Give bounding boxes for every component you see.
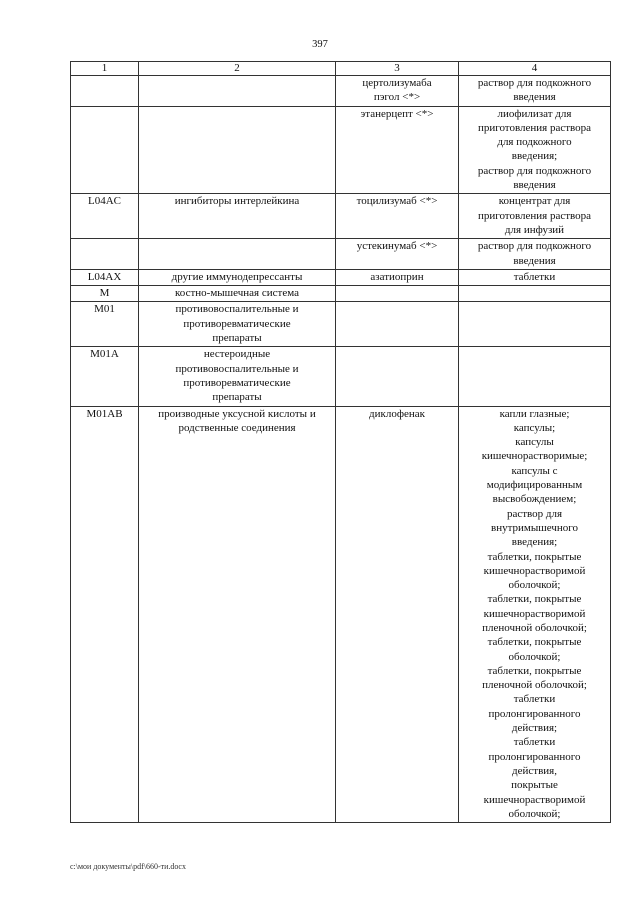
cell-text-line: модифицированным: [486, 479, 583, 492]
drug-name-cell: [336, 106, 459, 194]
cell-text-line: родственные соединения: [178, 421, 296, 434]
drug-table: [70, 61, 611, 823]
atc-code-cell: [71, 239, 139, 270]
atc-code-cell: [71, 286, 139, 302]
cell-text-line: капли глазные;: [499, 407, 570, 420]
group-name-cell: [139, 347, 336, 406]
dosage-forms-cell: [459, 347, 611, 406]
cell-text-line: пэгол <*>: [373, 91, 421, 104]
drug-name-cell: [336, 302, 459, 347]
cell-text-line: покрытые: [511, 779, 558, 792]
cell-text-line: введения;: [511, 150, 558, 163]
cell-text-line: таблетки, покрытые: [487, 593, 582, 606]
cell-text-line: кишечнорастворимые;: [481, 450, 588, 463]
cell-text-line: раствор для подкожного: [477, 77, 592, 89]
cell-text-line: азатиоприн: [370, 270, 424, 283]
cell-text-line: пролонгированного: [488, 707, 581, 720]
cell-text-line: L04AC: [88, 195, 121, 208]
cell-text-line: действия;: [511, 722, 558, 735]
cell-text-line: раствор для подкожного: [477, 164, 592, 177]
group-name-cell: [139, 106, 336, 194]
cell-text-line: противоревматические: [183, 376, 291, 389]
cell-text-line: устекинумаб <*>: [356, 240, 438, 253]
cell-text-line: таблетки, покрытые: [487, 636, 582, 649]
cell-text-line: пленочной оболочкой;: [482, 679, 587, 692]
column-header-4: 4: [459, 62, 611, 76]
cell-text-line: оболочкой;: [508, 650, 561, 663]
cell-text-line: M01AB: [86, 407, 123, 420]
cell-text-line: этанерцепт <*>: [360, 107, 434, 120]
cell-text-line: таблетки, покрытые: [487, 664, 582, 677]
cell-text-line: M01A: [90, 348, 119, 361]
atc-code-cell: [71, 76, 139, 107]
dosage-forms-cell: [459, 286, 611, 302]
cell-text-line: цертолизумаба: [362, 77, 432, 89]
table-row: [71, 347, 611, 406]
drug-name-cell: [336, 239, 459, 270]
cell-text-line: M: [99, 287, 110, 300]
cell-text-line: внутримышечного: [491, 521, 578, 534]
dosage-forms-cell: [459, 76, 611, 107]
cell-text-line: введения: [513, 91, 556, 104]
group-name-cell: [139, 406, 336, 823]
table-row: [71, 194, 611, 239]
column-header-1: 1: [71, 62, 139, 76]
cell-text-line: ингибиторы интерлейкина: [174, 195, 300, 208]
cell-text-line: капсулы;: [513, 421, 556, 434]
cell-text-line: капсулы: [515, 436, 554, 449]
cell-text-line: кишечнорастворимой: [483, 607, 586, 620]
atc-code-cell: [71, 194, 139, 239]
table-row: [71, 76, 611, 107]
cell-text-line: для инфузий: [504, 223, 565, 236]
cell-text-line: лиофилизат для: [497, 107, 572, 120]
table-header-row: [71, 62, 611, 76]
cell-text-line: таблетки: [513, 736, 556, 749]
table-row: [71, 269, 611, 285]
cell-text-line: капсулы с: [511, 464, 558, 477]
cell-text-line: производные уксусной кислоты и: [158, 407, 316, 420]
cell-text-line: введения: [513, 179, 556, 192]
cell-text-line: приготовления раствора: [477, 121, 592, 134]
atc-code-cell: [71, 269, 139, 285]
cell-text-line: противоревматические: [183, 317, 291, 330]
cell-text-line: нестероидные: [203, 348, 271, 361]
cell-text-line: противовоспалительные и: [175, 362, 299, 375]
cell-text-line: раствор для: [506, 507, 563, 520]
dosage-forms-cell: [459, 194, 611, 239]
cell-text-line: другие иммунодепрессанты: [171, 270, 303, 283]
cell-text-line: пленочной оболочкой;: [482, 621, 587, 634]
dosage-forms-cell: [459, 106, 611, 194]
group-name-cell: [139, 269, 336, 285]
dosage-forms-cell: [459, 302, 611, 347]
cell-text-line: таблетки: [513, 693, 556, 706]
table-row: [71, 106, 611, 194]
cell-text-line: концентрат для: [498, 195, 571, 208]
cell-text-line: оболочкой;: [508, 807, 561, 820]
group-name-cell: [139, 286, 336, 302]
group-name-cell: [139, 76, 336, 107]
table-row: [71, 239, 611, 270]
cell-text-line: диклофенак: [369, 407, 425, 420]
cell-text-line: высвобождением;: [492, 493, 577, 506]
drug-name-cell: [336, 76, 459, 107]
drug-name-cell: [336, 347, 459, 406]
cell-text-line: M01: [94, 303, 115, 316]
drug-name-cell: [336, 194, 459, 239]
atc-code-cell: [71, 302, 139, 347]
atc-code-cell: [71, 347, 139, 406]
cell-text-line: введения: [513, 254, 556, 267]
cell-text-line: костно-мышечная система: [175, 287, 299, 300]
cell-text-line: для подкожного: [497, 136, 572, 149]
drug-name-cell: [336, 286, 459, 302]
cell-text-line: кишечнорастворимой: [483, 793, 586, 806]
cell-text-line: действия,: [512, 764, 557, 777]
group-name-cell: [139, 194, 336, 239]
cell-text-line: таблетки, покрытые: [487, 550, 582, 563]
page-number: 397: [312, 39, 328, 50]
group-name-cell: [139, 302, 336, 347]
cell-text-line: L04AX: [87, 270, 122, 283]
atc-code-cell: [71, 106, 139, 194]
cell-text-line: препараты: [212, 332, 262, 345]
dosage-forms-cell: [459, 269, 611, 285]
cell-text-line: приготовления раствора: [477, 209, 592, 222]
cell-text-line: введения;: [511, 536, 558, 549]
dosage-forms-cell: [459, 406, 611, 823]
cell-text-line: раствор для подкожного: [477, 240, 592, 253]
cell-text-line: тоцилизумаб <*>: [356, 195, 438, 208]
dosage-forms-cell: [459, 239, 611, 270]
group-name-cell: [139, 239, 336, 270]
cell-text-line: оболочкой;: [508, 579, 561, 592]
table-row: [71, 406, 611, 823]
table-body: [71, 76, 611, 823]
atc-code-cell: [71, 406, 139, 823]
cell-text-line: таблетки: [513, 270, 556, 283]
drug-name-cell: [336, 269, 459, 285]
footer-file-path: c:\мои документы\pdf\660-ти.docx: [70, 862, 186, 871]
cell-text-line: противовоспалительные и: [175, 303, 299, 316]
cell-text-line: кишечнорастворимой: [483, 564, 586, 577]
drug-name-cell: [336, 406, 459, 823]
column-header-2: 2: [139, 62, 336, 76]
table-row: [71, 302, 611, 347]
cell-text-line: препараты: [212, 391, 262, 404]
column-header-3: 3: [336, 62, 459, 76]
cell-text-line: пролонгированного: [488, 750, 581, 763]
table-row: [71, 286, 611, 302]
